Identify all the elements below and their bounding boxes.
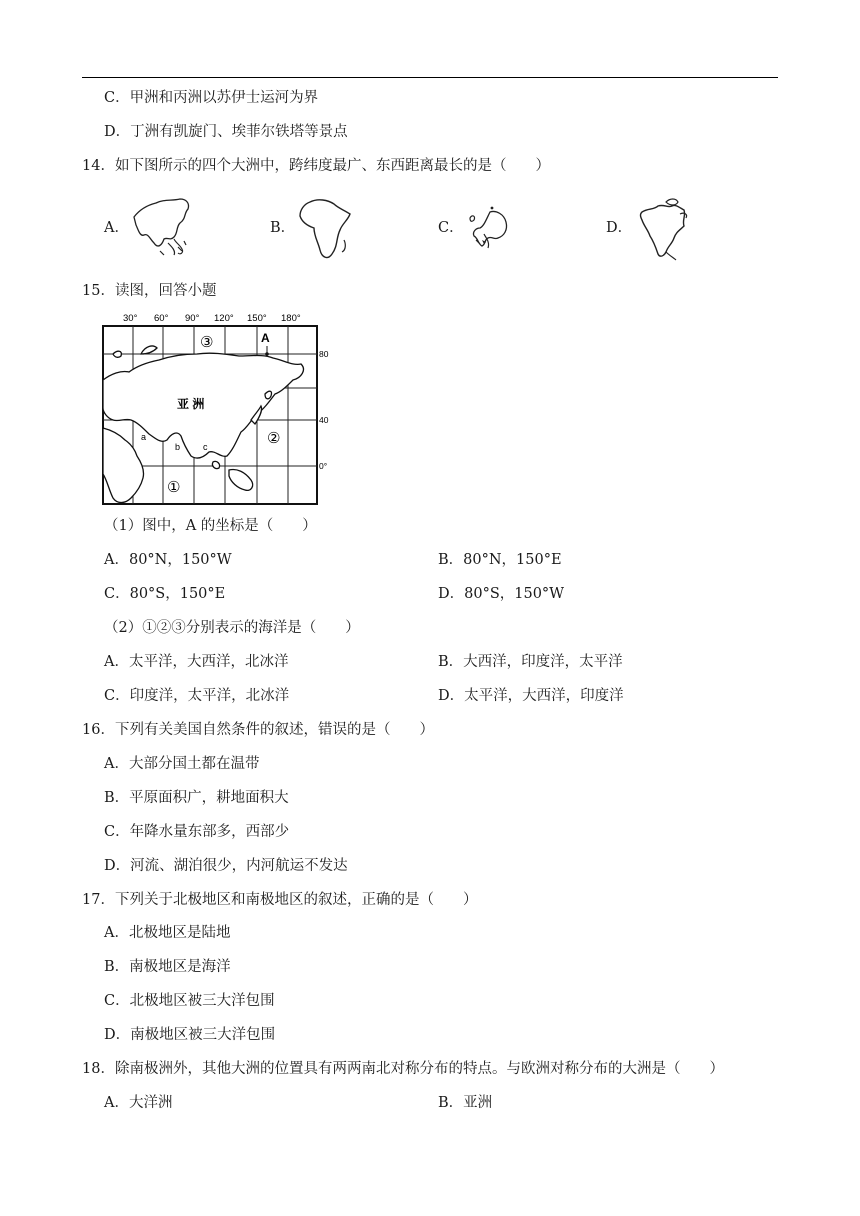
q15-sub1-option-a[interactable]: A．80°N，150°W: [104, 552, 232, 568]
q15-sub1-option-d[interactable]: D．80°S，150°W: [438, 586, 565, 602]
lon-tick-150: 150°: [247, 313, 267, 324]
q16-option-d[interactable]: D．河流、湖泊很少，内河航运不发达: [104, 858, 348, 874]
asia-outline-icon: [130, 193, 194, 261]
q17-option-c[interactable]: C．北极地区被三大洋包围: [104, 993, 275, 1009]
q15-sub2-stem: （2）①②③分别表示的海洋是（ ）: [104, 620, 360, 636]
q14-label-a[interactable]: A．: [104, 220, 129, 236]
ocean-marker-3: ③: [200, 334, 214, 351]
lat-tick-0: 0°: [319, 461, 328, 471]
header-rule: [82, 77, 778, 78]
world-grid-map: [101, 310, 333, 506]
map-letter-b: b: [175, 442, 181, 452]
map-letter-c: c: [203, 442, 208, 452]
q14-label-c[interactable]: C．: [438, 220, 464, 236]
q15-sub2-option-a[interactable]: A．太平洋，大西洋，北冰洋: [104, 654, 289, 670]
north-america-outline-icon: [636, 196, 692, 262]
q15-stem: 15．读图，回答小题: [82, 283, 217, 299]
q14-stem: 14．如下图所示的四个大洲中，跨纬度最广、东西距离最长的是（ ）: [82, 158, 550, 174]
lon-tick-120: 120°: [214, 313, 234, 324]
lon-tick-180: 180°: [281, 313, 301, 324]
q17-stem: 17．下列关于北极地区和南极地区的叙述，正确的是（ ）: [82, 892, 478, 908]
map-letter-a: a: [141, 432, 147, 442]
q18-stem: 18．除南极洲外，其他大洲的位置具有两两南北对称分布的特点。与欧洲对称分布的大洲是（ ）: [82, 1061, 724, 1077]
q17-option-a[interactable]: A．北极地区是陆地: [104, 925, 231, 941]
q16-option-c[interactable]: C．年降水量东部多，西部少: [104, 824, 290, 840]
q15-sub2-option-c[interactable]: C．印度洋，太平洋，北冰洋: [104, 688, 290, 704]
q14-label-b[interactable]: B．: [270, 220, 296, 236]
lon-tick-30: 30°: [123, 313, 138, 324]
q18-option-a[interactable]: A．大洋洲: [104, 1095, 173, 1111]
q15-sub2-option-d[interactable]: D．太平洋，大西洋，印度洋: [438, 688, 624, 704]
q16-stem: 16．下列有关美国自然条件的叙述，错误的是（ ）: [82, 722, 434, 738]
lon-tick-90: 90°: [185, 313, 200, 324]
q15-sub1-option-c[interactable]: C．80°S，150°E: [104, 586, 226, 602]
q13-option-c[interactable]: C．甲洲和丙洲以苏伊士运河为界: [104, 90, 319, 106]
africa-outline-icon: [296, 196, 356, 262]
q16-option-b[interactable]: B．平原面积广，耕地面积大: [104, 790, 289, 806]
q18-option-b[interactable]: B．亚洲: [438, 1095, 493, 1111]
lat-tick-40: 40: [319, 415, 329, 425]
map-point-a-label: A: [261, 331, 270, 345]
q17-option-d[interactable]: D．南极地区被三大洋包围: [104, 1027, 276, 1043]
europe-outline-icon: [462, 204, 510, 256]
lon-tick-60: 60°: [154, 313, 169, 324]
ocean-marker-1: ①: [167, 479, 181, 496]
lat-tick-80: 80: [319, 349, 329, 359]
q15-sub1-option-b[interactable]: B．80°N，150°E: [438, 552, 562, 568]
map-asia-label: 亚 洲: [177, 397, 205, 411]
q15-sub2-option-b[interactable]: B．大西洋，印度洋，太平洋: [438, 654, 623, 670]
q15-sub1-stem: （1）图中，A 的坐标是（ ）: [104, 518, 317, 534]
q17-option-b[interactable]: B．南极地区是海洋: [104, 959, 231, 975]
ocean-marker-2: ②: [267, 430, 281, 447]
q16-option-a[interactable]: A．大部分国土都在温带: [104, 756, 260, 772]
q14-label-d[interactable]: D．: [606, 220, 633, 236]
q13-option-d[interactable]: D．丁洲有凯旋门、埃菲尔铁塔等景点: [104, 124, 348, 140]
